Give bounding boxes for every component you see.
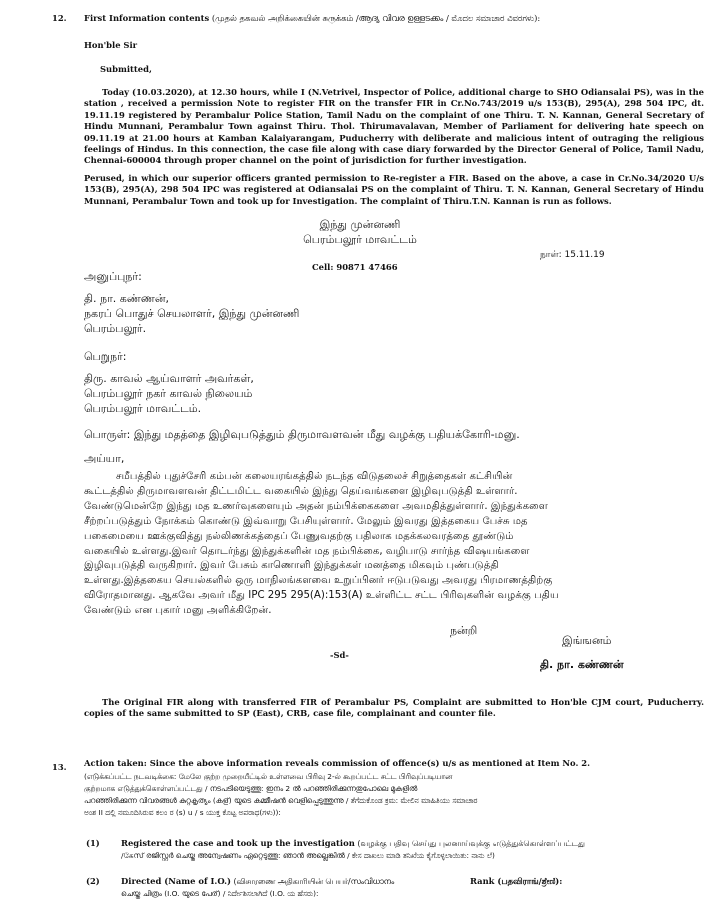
fir-paragraph-1: Today (10.03.2020), at 12.30 hours, while I (N.Vetrivel, Inspector of Police, additional charge to SHO Odiansalai PS), was in the station , received a permission Note to register FIR on the transfer FIR in Cr.No.743/2019 u/s 153(B), 295(A), 298 504 IPC, dt. 19.11.19 registered by Perambalur Police Station, Tamil Nadu on the complaint of one Thiru. T. N. Kannan, General Secretary of Hindu Munnani, Perambalur Town against Thiru. Thol. Thirumavalavan, Member of Parliament for delivering hate speech on 09.11.19 at 21.00 hours at Kamban Kalaiyarangam, Puducherry with deliberate and malicious intent of outraging the religious feelings of Hindus. In this connection, the case file along with case diary forwarded by the Director General of Police, Tamil Nadu, Chennai-600004 through proper channel on the point of jurisdiction for further investigation. (84, 87, 704, 166)
item-13-line: ಅಂಶ II ದಲ್ಲಿ ನಮೂದಿಸಿರುವ ಕಲಂ ರ (s) u / s ಯುಕ್ತ ಕೊಟ್ಟ ಅಪರಾಧ(ಗಳು)): (84, 808, 281, 817)
letter-sincerely: இங்ஙனம் (562, 634, 612, 647)
rank-label: Rank (பதவிராங்/ಶ್ರೇಣಿ): (470, 876, 563, 886)
letter-body-line: இழிவுபடுத்தி வருகிறார். இவர் பேசும் காணொளி இந்துக்கள் மனத்தை மிகவும் புண்படுத்தி (84, 560, 499, 572)
submitted-line: Submitted, (100, 64, 152, 74)
item-13-line: പറഞ്ഞിരിക്കുന്ന വിവരങ്ങൾ കുറ്റകൃത്യം (കള്) യുടെ കമ്മീഷൻ വെളിപ്പെടുത്തുന്നു / ತೆಗೆದುಕೊಂಡ ಕ್ರಮ: ಮೇಲಿನ ಮಾಹಿತಿಯು ಸಮಾಚಾರ (84, 796, 478, 805)
letter-thanks: நன்றி (450, 624, 478, 637)
letter-subject: பொருள்: இந்து மதத்தை இழிவுபடுத்தும் திருமாவளவன் மீது வழக்கு பதியக்கோரி-மனு. (84, 428, 520, 441)
sub-item-1-number: (1) (86, 838, 100, 848)
item-12-heading: First Information contents (84, 13, 210, 23)
to-line: பெரம்பலூர் நகர் காவல் நிலையம் (84, 387, 253, 400)
item-12-heading-multilang: (முதல் தகவல் அறிக்கையின் சுருக்கம் /ആദ്യ വിവര ഉള്ളടക്കം / ಮೊದಲ ಸಮಾಚಾರ ವಿವರಗಳು): (211, 13, 541, 23)
item-13-line: குற்றமாக எடுத்துக்கொள்ளப்பட்டது / നടപടിയെടുത്തു: ഇനം 2 ൽ പറഞ്ഞിരിക്കുന്നതുപോലെ മുകളിൽ (84, 784, 418, 793)
letter-signatory: தி. நா. கண்ணன் (540, 658, 624, 671)
letter-date: நாள்: 15.11.19 (540, 250, 605, 260)
sub-item-2-rank (470, 876, 562, 887)
item-13-description (84, 771, 709, 819)
item-12-number: 12. (52, 13, 67, 23)
to-line: திரு. காவல் ஆய்வாளர் அவர்கள், (84, 372, 254, 385)
from-line: தி. நா. கண்ணன், (84, 292, 169, 305)
letter-body-line: பகைமையை ஊக்குவித்து நல்லிணக்கத்தைப் பேணுவதற்கு பதிலாக மதக்கலவரத்தை தூண்டும் (84, 530, 514, 542)
fir-paragraph-2: Perused, in which our superior officers granted permission to Re-register a FIR. Based on the above, a case in Cr.No.34/2020 U/s 153(B), 295(A), 298 504 IPC was registered at Odiansalai PS on the complaint of Thiru. T. N. Kannan, General Secretary of Hindu Munnani, Perambalur Town and took up for Investigation. The complaint of Thiru.T.N. Kannan is run as follows. (84, 173, 704, 206)
sub-item-1 (121, 838, 711, 849)
letter-cell: Cell: 90871 47466 (312, 262, 398, 272)
letter-district: பெரம்பலூர் மாவட்டம் (303, 233, 417, 246)
letter-greeting: அய்யா, (84, 452, 125, 465)
from-line: நகரப் பொதுச் செயலாளர், இந்து முன்னணி (84, 307, 300, 320)
signature-note: -Sd- (330, 650, 349, 660)
letter-body-line: வேண்டும் என புகார் மனு அளிக்கிறேன். (84, 605, 272, 617)
to-label: பெறுநர்: (84, 350, 127, 363)
letter-body-line: விரோதமானது. ஆகவே அவர் மீது IPC 295 295(A):153(A) உள்ளிட்ட சட்ட பிரிவுகளின் வழக்கு பதிய (84, 590, 559, 602)
sub-item-1-line2: /கேസ് രജിസ്റ്റർ ചെയ്തു അന്വേഷണം ഏറ്റെടുത്തു: ഞാൻ അല്ലെങ്കിൽ / ಕೇಸ ದಾಖಲು ಮಾಡಿ ತನಿಖೆಯ ಕೈಗೊಳ್ಳಲಾಯಿತು: ನಾನು ಲೆ) (121, 851, 495, 860)
to-line: பெரம்பலூர் மாவட்டம். (84, 402, 202, 415)
letter-org: இந்து முன்னணி (319, 218, 401, 231)
item-12-heading-row (84, 13, 704, 24)
salutation: Hon'ble Sir (84, 40, 138, 50)
letter-body-line: வகையில் உள்ளது.இவர் தொடர்ந்து இந்துக்களின் மத நம்பிக்கை, வழிபாடு சார்ந்த விஷயங்களை (84, 545, 530, 557)
item-13-line: (எடுக்கப்பட்ட நடவடிக்கை: மேலே குற்ற முறையீட்டில் உள்ளவை பிரிவு 2-ல் கூறப்பட்ட சட்ட பிரிவுப்படியான (84, 772, 453, 781)
closing-paragraph: The Original FIR along with transferred FIR of Perambalur PS, Complaint are submitted to Hon'ble CJM court, Puducherry. copies of the same submitted to SP (East), CRB, case file, complainant and counter file. (84, 697, 704, 719)
sub-item-1-translation: (வழக்கு பதிவு செய்து புலனாய்வுக்கு எடுத்துக்கொள்ளப்பட்டது (354, 839, 585, 848)
letter-body-line: சமீபத்தில் புதுச்சேரி கம்பன் கலையரங்கத்தில் நடந்த விடுதலைச் சிறுத்தைகள் கட்சியின் (116, 471, 513, 482)
sub-item-2-line2: ചെയ്ത ചിത്രം (I.O. യുടെ പേര്) / ನಿರ್ದೇಶಿಸಲಾಗಿದೆ (I.O. ಯ ಹೆಸರು): (121, 889, 319, 898)
letter-body-line: உள்ளது.இத்தகைய செயல்களில் ஒரு மாநிலங்களவை உறுப்பினர் ஈடுபடுவது அவரது பிரமாணத்திற்கு (84, 575, 553, 587)
letter-body (84, 470, 704, 619)
from-line: பெரம்பலூர். (84, 322, 147, 335)
sub-item-2-title: Directed (Name of I.O.) (121, 876, 232, 886)
sub-item-2 (121, 876, 461, 887)
item-13-number: 13. (52, 762, 67, 772)
sub-item-2-translation: (விசாரணை அதிகாரியின் பெயர்/സംവിധാനം (231, 877, 395, 886)
letter-body-line: வேண்டுமென்றே இந்து மத உணர்வுகளையும் அதன் நம்பிக்கைகளை அவமதித்துள்ளார். இந்துக்களை (84, 500, 548, 512)
item-13-heading: Action taken: Since the above information reveals commission of offence(s) u/s as mentioned at Item No. 2. (84, 758, 591, 768)
letter-body-line: கூட்டத்தில் திருமாவளவன் திட்டமிட்ட வகையில் இந்து தெய்வங்களை இழிவுபடுத்தி உள்ளார். (84, 485, 518, 497)
sub-item-1-title: Registered the case and took up the investigation (121, 838, 355, 848)
letter-body-line: சீற்றப்படுத்தும் நோக்கம் கொண்டு இவ்வாறு பேசியுள்ளார். மேலும் இவரது இத்தகைய பேச்சு மத (84, 515, 528, 527)
from-label: அனுப்புநர்: (84, 270, 142, 283)
sub-item-2-number: (2) (86, 876, 100, 886)
